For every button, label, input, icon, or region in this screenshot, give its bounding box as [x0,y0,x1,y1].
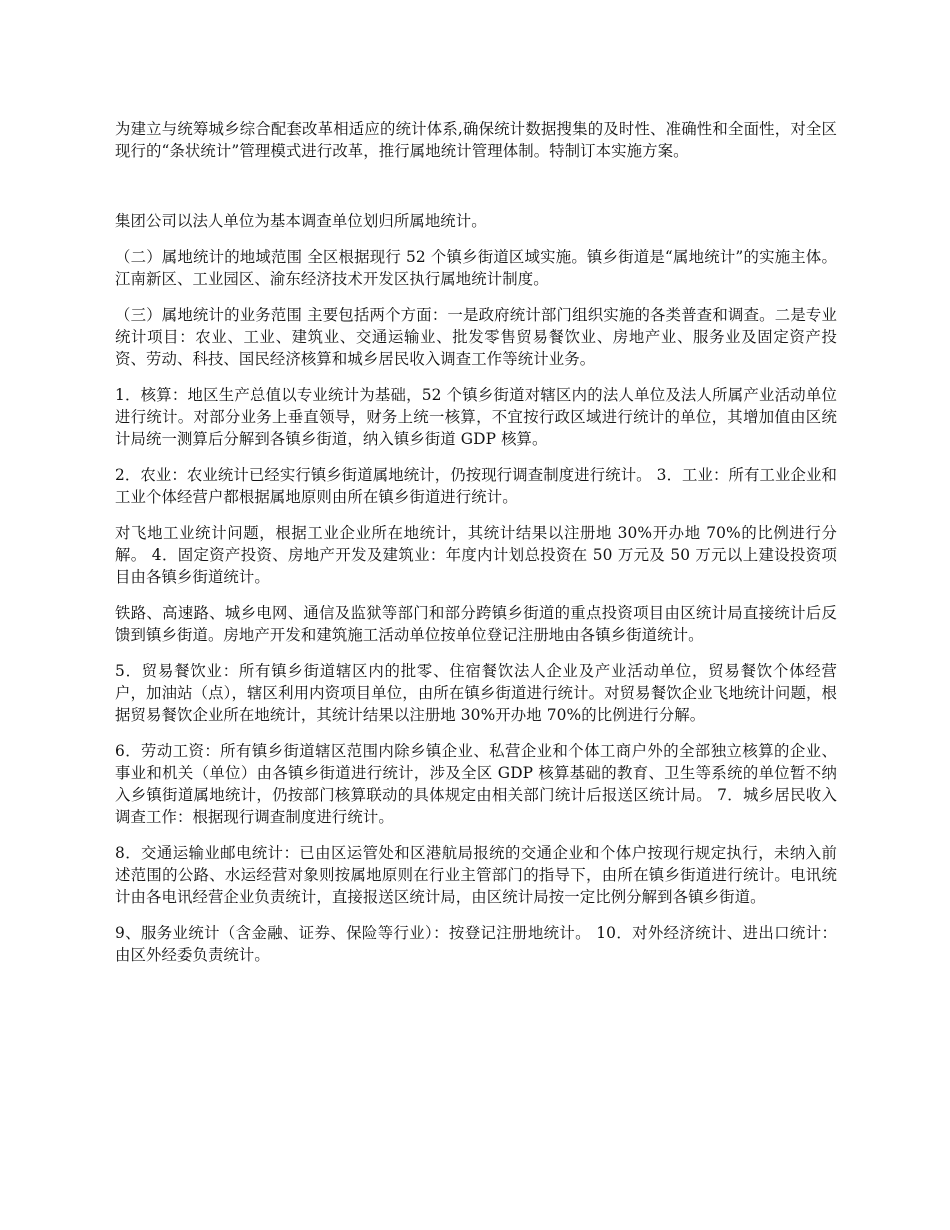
section-gap [115,176,837,210]
paragraph-enclave-investment: 对飞地工业统计问题，根据工业企业所在地统计，其统计结果以注册地 30%开办地 70%的比例进行分解。 4．固定资产投资、房地产开发及建筑业：年度内计划总投资在 50 万元及 50 万元以上建设投资项目由各镇乡街道统计。 [115,524,837,586]
paragraph-accounting: 1．核算：地区生产总值以专业统计为基础，52 个镇乡街道对辖区内的法人单位及法人所属产业活动单位进行统计。对部分业务上垂直领导，财务上统一核算，不宜按行政区域进行统计的单位，其增加值由区统计局统一测算后分解到各镇乡街道，纳入镇乡街道 GDP 核算。 [115,386,837,448]
paragraph-key-projects: 铁路、高速路、城乡电网、通信及监狱等部门和部分跨镇乡街道的重点投资项目由区统计局直接统计后反馈到镇乡街道。房地产开发和建筑施工活动单位按单位登记注册地由各镇乡街道统计。 [115,604,837,644]
paragraph-business-scope: （三）属地统计的业务范围 主要包括两个方面：一是政府统计部门组织实施的各类普查和调查。二是专业统计项目：农业、工业、建筑业、交通运输业、批发零售贸易餐饮业、房地产业、服务业及固定资产投资、劳动、科技、国民经济核算和城乡居民收入调查工作等统计业务。 [115,306,837,368]
paragraph-services-foreign: 9、服务业统计（含金融、证券、保险等行业）：按登记注册地统计。 10．对外经济统计、进出口统计：由区外经委负责统计。 [115,924,837,964]
document-page [115,118,837,980]
paragraph-transport-telecom: 8．交通运输业邮电统计：已由区运管处和区港航局报统的交通企业和个体户按现行规定执行，未纳入前述范围的公路、水运经营对象则按属地原则在行业主管部门的指导下，由所在镇乡街道进行统计。电讯统计由各电讯经营企业负责统计，直接报送区统计局，由区统计局按一定比例分解到各镇乡街道。 [115,844,837,906]
paragraph-trade-catering: 5．贸易餐饮业：所有镇乡街道辖区内的批零、住宿餐饮法人企业及产业活动单位，贸易餐饮个体经营户，加油站（点），辖区利用内资项目单位，由所在镇乡街道进行统计。对贸易餐饮企业飞地统计问题，根据贸易餐饮企业所在地统计，其统计结果以注册地 30%开办地 70%的比例进行分解。 [115,662,837,724]
paragraph-labor-wages: 6．劳动工资：所有镇乡街道辖区范围内除乡镇企业、私营企业和个体工商户外的全部独立核算的企业、事业和机关（单位）由各镇乡街道进行统计，涉及全区 GDP 核算基础的教育、卫生等系统的单位暂不纳入乡镇街道属地统计，仍按部门核算联动的具体规定由相关部门统计后报送区统计局。 7．城乡居民收入调查工作：根据现行调查制度进行统计。 [115,742,837,826]
paragraph-territorial-scope: （二）属地统计的地域范围 全区根据现行 52 个镇乡街道区域实施。镇乡街道是“属地统计”的实施主体。江南新区、工业园区、渝东经济技术开发区执行属地统计制度。 [115,248,837,288]
paragraph-agriculture-industry: 2．农业：农业统计已经实行镇乡街道属地统计，仍按现行调查制度进行统计。 3．工业：所有工业企业和工业个体经营户都根据属地原则由所在镇乡街道进行统计。 [115,466,837,506]
paragraph-group-company: 集团公司以法人单位为基本调查单位划归所属地统计。 [115,212,487,230]
intro-paragraph: 为建立与统筹城乡综合配套改革相适应的统计体系,确保统计数据搜集的及时性、准确性和全面性，对全区现行的“条状统计”管理模式进行改革，推行属地统计管理体制。特制订本实施方案。 [115,120,837,160]
